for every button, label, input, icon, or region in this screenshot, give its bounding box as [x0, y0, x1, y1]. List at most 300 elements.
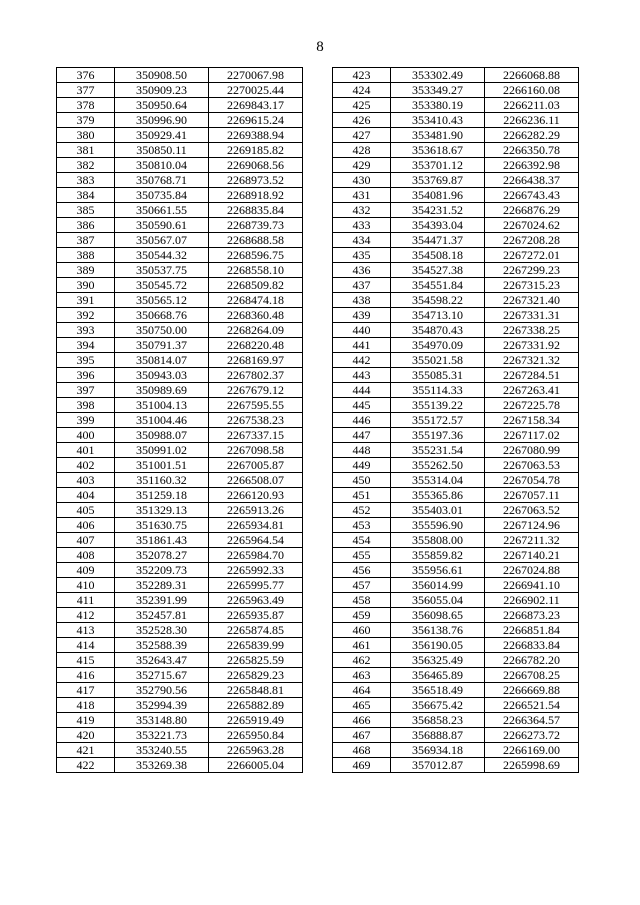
table-row: [333, 563, 579, 578]
point-number-cell: 405: [57, 503, 115, 518]
y-coordinate-cell: 2267338.25: [485, 323, 579, 338]
table-row: [57, 713, 303, 728]
table-row: [57, 758, 303, 773]
point-number-cell: 388: [57, 248, 115, 263]
point-number-cell: 444: [333, 383, 391, 398]
y-coordinate-cell: 2267158.34: [485, 413, 579, 428]
x-coordinate-cell: 352391.99: [115, 593, 209, 608]
point-number-cell: 456: [333, 563, 391, 578]
x-coordinate-cell: 355403.01: [391, 503, 485, 518]
y-coordinate-cell: 2265963.49: [209, 593, 303, 608]
table-row: [57, 383, 303, 398]
table-row: [57, 413, 303, 428]
table-body-left: [57, 68, 303, 773]
table-row: [333, 623, 579, 638]
y-coordinate-cell: 2267063.52: [485, 503, 579, 518]
point-number-cell: 445: [333, 398, 391, 413]
coordinates-table-right: [332, 67, 579, 773]
table-row: [57, 563, 303, 578]
point-number-cell: 421: [57, 743, 115, 758]
point-number-cell: 390: [57, 278, 115, 293]
y-coordinate-cell: 2266005.04: [209, 758, 303, 773]
x-coordinate-cell: 355956.61: [391, 563, 485, 578]
table-row: [57, 398, 303, 413]
x-coordinate-cell: 350943.03: [115, 368, 209, 383]
x-coordinate-cell: 354870.43: [391, 323, 485, 338]
point-number-cell: 439: [333, 308, 391, 323]
y-coordinate-cell: 2268509.82: [209, 278, 303, 293]
table-row: [333, 638, 579, 653]
y-coordinate-cell: 2267057.11: [485, 488, 579, 503]
y-coordinate-cell: 2265935.87: [209, 608, 303, 623]
y-coordinate-cell: 2270067.98: [209, 68, 303, 83]
x-coordinate-cell: 350791.37: [115, 338, 209, 353]
y-coordinate-cell: 2269843.17: [209, 98, 303, 113]
point-number-cell: 412: [57, 608, 115, 623]
point-number-cell: 436: [333, 263, 391, 278]
y-coordinate-cell: 2268264.09: [209, 323, 303, 338]
x-coordinate-cell: 351630.75: [115, 518, 209, 533]
table-row: [333, 593, 579, 608]
x-coordinate-cell: 356014.99: [391, 578, 485, 593]
table-row: [57, 308, 303, 323]
point-number-cell: 413: [57, 623, 115, 638]
y-coordinate-cell: 2266743.43: [485, 188, 579, 203]
x-coordinate-cell: 351861.43: [115, 533, 209, 548]
y-coordinate-cell: 2265950.84: [209, 728, 303, 743]
x-coordinate-cell: 350850.11: [115, 143, 209, 158]
point-number-cell: 465: [333, 698, 391, 713]
point-number-cell: 387: [57, 233, 115, 248]
x-coordinate-cell: 356934.18: [391, 743, 485, 758]
y-coordinate-cell: 2265995.77: [209, 578, 303, 593]
point-number-cell: 414: [57, 638, 115, 653]
y-coordinate-cell: 2268973.52: [209, 173, 303, 188]
point-number-cell: 454: [333, 533, 391, 548]
y-coordinate-cell: 2266211.03: [485, 98, 579, 113]
y-coordinate-cell: 2266521.54: [485, 698, 579, 713]
table-row: [57, 173, 303, 188]
table-row: [333, 653, 579, 668]
x-coordinate-cell: 350991.02: [115, 443, 209, 458]
table-row: [333, 518, 579, 533]
x-coordinate-cell: 350537.75: [115, 263, 209, 278]
y-coordinate-cell: 2267337.15: [209, 428, 303, 443]
x-coordinate-cell: 355262.50: [391, 458, 485, 473]
y-coordinate-cell: 2267315.23: [485, 278, 579, 293]
table-row: [333, 278, 579, 293]
y-coordinate-cell: 2266120.93: [209, 488, 303, 503]
y-coordinate-cell: 2267331.31: [485, 308, 579, 323]
table-row: [57, 683, 303, 698]
x-coordinate-cell: 353240.55: [115, 743, 209, 758]
table-row: [57, 143, 303, 158]
point-number-cell: 408: [57, 548, 115, 563]
x-coordinate-cell: 355114.33: [391, 383, 485, 398]
y-coordinate-cell: 2265829.23: [209, 668, 303, 683]
x-coordinate-cell: 351329.13: [115, 503, 209, 518]
table-row: [333, 188, 579, 203]
x-coordinate-cell: 350768.71: [115, 173, 209, 188]
point-number-cell: 441: [333, 338, 391, 353]
point-number-cell: 386: [57, 218, 115, 233]
x-coordinate-cell: 356138.76: [391, 623, 485, 638]
point-number-cell: 391: [57, 293, 115, 308]
table-row: [333, 323, 579, 338]
point-number-cell: 435: [333, 248, 391, 263]
table-row: [333, 383, 579, 398]
y-coordinate-cell: 2265964.54: [209, 533, 303, 548]
point-number-cell: 415: [57, 653, 115, 668]
table-row: [57, 323, 303, 338]
table-row: [57, 638, 303, 653]
table-row: [57, 443, 303, 458]
y-coordinate-cell: 2267140.21: [485, 548, 579, 563]
point-number-cell: 431: [333, 188, 391, 203]
point-number-cell: 409: [57, 563, 115, 578]
table-row: [57, 608, 303, 623]
table-row: [57, 278, 303, 293]
x-coordinate-cell: 356325.49: [391, 653, 485, 668]
x-coordinate-cell: 357012.87: [391, 758, 485, 773]
table-row: [57, 533, 303, 548]
point-number-cell: 452: [333, 503, 391, 518]
y-coordinate-cell: 2267538.23: [209, 413, 303, 428]
point-number-cell: 383: [57, 173, 115, 188]
point-number-cell: 422: [57, 758, 115, 773]
x-coordinate-cell: 355808.00: [391, 533, 485, 548]
table-row: [333, 248, 579, 263]
point-number-cell: 420: [57, 728, 115, 743]
table-row: [333, 548, 579, 563]
point-number-cell: 446: [333, 413, 391, 428]
table-row: [333, 473, 579, 488]
point-number-cell: 380: [57, 128, 115, 143]
x-coordinate-cell: 356190.05: [391, 638, 485, 653]
point-number-cell: 381: [57, 143, 115, 158]
x-coordinate-cell: 350810.04: [115, 158, 209, 173]
x-coordinate-cell: 356465.89: [391, 668, 485, 683]
y-coordinate-cell: 2265992.33: [209, 563, 303, 578]
y-coordinate-cell: 2268169.97: [209, 353, 303, 368]
y-coordinate-cell: 2268596.75: [209, 248, 303, 263]
y-coordinate-cell: 2266160.08: [485, 83, 579, 98]
x-coordinate-cell: 350545.72: [115, 278, 209, 293]
table-row: [333, 173, 579, 188]
x-coordinate-cell: 354231.52: [391, 203, 485, 218]
table-row: [333, 428, 579, 443]
table-row: [57, 728, 303, 743]
y-coordinate-cell: 2266941.10: [485, 578, 579, 593]
x-coordinate-cell: 352715.67: [115, 668, 209, 683]
x-coordinate-cell: 353701.12: [391, 158, 485, 173]
y-coordinate-cell: 2267005.87: [209, 458, 303, 473]
y-coordinate-cell: 2265913.26: [209, 503, 303, 518]
table-row: [57, 218, 303, 233]
point-number-cell: 425: [333, 98, 391, 113]
x-coordinate-cell: 353380.19: [391, 98, 485, 113]
point-number-cell: 461: [333, 638, 391, 653]
x-coordinate-cell: 354081.96: [391, 188, 485, 203]
point-number-cell: 423: [333, 68, 391, 83]
point-number-cell: 379: [57, 113, 115, 128]
point-number-cell: 467: [333, 728, 391, 743]
x-coordinate-cell: 352457.81: [115, 608, 209, 623]
y-coordinate-cell: 2266708.25: [485, 668, 579, 683]
point-number-cell: 389: [57, 263, 115, 278]
y-coordinate-cell: 2268360.48: [209, 308, 303, 323]
x-coordinate-cell: 355596.90: [391, 518, 485, 533]
y-coordinate-cell: 2268688.58: [209, 233, 303, 248]
table-row: [333, 368, 579, 383]
x-coordinate-cell: 350590.61: [115, 218, 209, 233]
table-row: [333, 443, 579, 458]
x-coordinate-cell: 355231.54: [391, 443, 485, 458]
point-number-cell: 447: [333, 428, 391, 443]
x-coordinate-cell: 353349.27: [391, 83, 485, 98]
y-coordinate-cell: 2267321.32: [485, 353, 579, 368]
table-row: [333, 533, 579, 548]
point-number-cell: 419: [57, 713, 115, 728]
point-number-cell: 424: [333, 83, 391, 98]
point-number-cell: 376: [57, 68, 115, 83]
table-row: [57, 623, 303, 638]
table-row: [333, 743, 579, 758]
y-coordinate-cell: 2270025.44: [209, 83, 303, 98]
point-number-cell: 407: [57, 533, 115, 548]
y-coordinate-cell: 2266669.88: [485, 683, 579, 698]
x-coordinate-cell: 350668.76: [115, 308, 209, 323]
table-row: [57, 98, 303, 113]
table-row: [57, 83, 303, 98]
table-row: [57, 293, 303, 308]
x-coordinate-cell: 353302.49: [391, 68, 485, 83]
x-coordinate-cell: 353481.90: [391, 128, 485, 143]
y-coordinate-cell: 2265984.70: [209, 548, 303, 563]
x-coordinate-cell: 350750.00: [115, 323, 209, 338]
y-coordinate-cell: 2268739.73: [209, 218, 303, 233]
x-coordinate-cell: 353410.43: [391, 113, 485, 128]
y-coordinate-cell: 2267063.53: [485, 458, 579, 473]
y-coordinate-cell: 2265998.69: [485, 758, 579, 773]
x-coordinate-cell: 352528.30: [115, 623, 209, 638]
point-number-cell: 442: [333, 353, 391, 368]
point-number-cell: 393: [57, 323, 115, 338]
y-coordinate-cell: 2267299.23: [485, 263, 579, 278]
point-number-cell: 437: [333, 278, 391, 293]
x-coordinate-cell: 350565.12: [115, 293, 209, 308]
point-number-cell: 430: [333, 173, 391, 188]
x-coordinate-cell: 350996.90: [115, 113, 209, 128]
point-number-cell: 455: [333, 548, 391, 563]
y-coordinate-cell: 2267331.92: [485, 338, 579, 353]
y-coordinate-cell: 2266508.07: [209, 473, 303, 488]
x-coordinate-cell: 356098.65: [391, 608, 485, 623]
point-number-cell: 464: [333, 683, 391, 698]
x-coordinate-cell: 356518.49: [391, 683, 485, 698]
point-number-cell: 433: [333, 218, 391, 233]
point-number-cell: 448: [333, 443, 391, 458]
x-coordinate-cell: 350661.55: [115, 203, 209, 218]
x-coordinate-cell: 354970.09: [391, 338, 485, 353]
point-number-cell: 396: [57, 368, 115, 383]
x-coordinate-cell: 354551.84: [391, 278, 485, 293]
point-number-cell: 453: [333, 518, 391, 533]
y-coordinate-cell: 2269068.56: [209, 158, 303, 173]
table-row: [333, 308, 579, 323]
table-row: [333, 608, 579, 623]
x-coordinate-cell: 355172.57: [391, 413, 485, 428]
x-coordinate-cell: 352643.47: [115, 653, 209, 668]
table-row: [57, 263, 303, 278]
table-row: [57, 188, 303, 203]
table-row: [57, 488, 303, 503]
x-coordinate-cell: 350950.64: [115, 98, 209, 113]
table-row: [333, 218, 579, 233]
table-row: [333, 293, 579, 308]
point-number-cell: 428: [333, 143, 391, 158]
table-row: [333, 233, 579, 248]
x-coordinate-cell: 356888.87: [391, 728, 485, 743]
y-coordinate-cell: 2268220.48: [209, 338, 303, 353]
y-coordinate-cell: 2265919.49: [209, 713, 303, 728]
point-number-cell: 395: [57, 353, 115, 368]
y-coordinate-cell: 2267321.40: [485, 293, 579, 308]
table-row: [57, 698, 303, 713]
table-row: [57, 593, 303, 608]
point-number-cell: 403: [57, 473, 115, 488]
x-coordinate-cell: 355314.04: [391, 473, 485, 488]
point-number-cell: 399: [57, 413, 115, 428]
point-number-cell: 404: [57, 488, 115, 503]
point-number-cell: 406: [57, 518, 115, 533]
x-coordinate-cell: 354393.04: [391, 218, 485, 233]
table-row: [333, 578, 579, 593]
table-row: [57, 113, 303, 128]
table-row: [333, 128, 579, 143]
y-coordinate-cell: 2267211.32: [485, 533, 579, 548]
x-coordinate-cell: 350909.23: [115, 83, 209, 98]
y-coordinate-cell: 2267272.01: [485, 248, 579, 263]
y-coordinate-cell: 2267024.88: [485, 563, 579, 578]
x-coordinate-cell: 352289.31: [115, 578, 209, 593]
y-coordinate-cell: 2267225.78: [485, 398, 579, 413]
table-row: [57, 503, 303, 518]
x-coordinate-cell: 350988.07: [115, 428, 209, 443]
table-row: [333, 683, 579, 698]
point-number-cell: 394: [57, 338, 115, 353]
point-number-cell: 392: [57, 308, 115, 323]
point-number-cell: 466: [333, 713, 391, 728]
y-coordinate-cell: 2265963.28: [209, 743, 303, 758]
table-row: [333, 338, 579, 353]
x-coordinate-cell: 351004.13: [115, 398, 209, 413]
point-number-cell: 432: [333, 203, 391, 218]
point-number-cell: 398: [57, 398, 115, 413]
coordinates-table-left: [56, 67, 303, 773]
x-coordinate-cell: 352994.39: [115, 698, 209, 713]
point-number-cell: 411: [57, 593, 115, 608]
x-coordinate-cell: 354471.37: [391, 233, 485, 248]
page-number: 8: [316, 39, 324, 55]
point-number-cell: 410: [57, 578, 115, 593]
table-row: [333, 113, 579, 128]
y-coordinate-cell: 2267208.28: [485, 233, 579, 248]
table-row: [333, 158, 579, 173]
point-number-cell: 426: [333, 113, 391, 128]
table-row: [57, 653, 303, 668]
table-row: [333, 98, 579, 113]
table-row: [57, 353, 303, 368]
table-row: [57, 428, 303, 443]
table-row: [57, 338, 303, 353]
point-number-cell: 382: [57, 158, 115, 173]
x-coordinate-cell: 354527.38: [391, 263, 485, 278]
x-coordinate-cell: 356675.42: [391, 698, 485, 713]
y-coordinate-cell: 2267117.02: [485, 428, 579, 443]
table-row: [57, 668, 303, 683]
y-coordinate-cell: 2266782.20: [485, 653, 579, 668]
y-coordinate-cell: 2266236.11: [485, 113, 579, 128]
point-number-cell: 463: [333, 668, 391, 683]
x-coordinate-cell: 353148.80: [115, 713, 209, 728]
point-number-cell: 469: [333, 758, 391, 773]
x-coordinate-cell: 355197.36: [391, 428, 485, 443]
point-number-cell: 450: [333, 473, 391, 488]
table-row: [57, 128, 303, 143]
y-coordinate-cell: 2269185.82: [209, 143, 303, 158]
table-row: [333, 503, 579, 518]
table-row: [57, 248, 303, 263]
x-coordinate-cell: 354598.22: [391, 293, 485, 308]
table-row: [333, 728, 579, 743]
x-coordinate-cell: 350735.84: [115, 188, 209, 203]
point-number-cell: 377: [57, 83, 115, 98]
table-row: [57, 368, 303, 383]
table-row: [57, 203, 303, 218]
table-row: [57, 233, 303, 248]
y-coordinate-cell: 2268558.10: [209, 263, 303, 278]
y-coordinate-cell: 2265839.99: [209, 638, 303, 653]
table-row: [57, 473, 303, 488]
x-coordinate-cell: 356055.04: [391, 593, 485, 608]
y-coordinate-cell: 2266273.72: [485, 728, 579, 743]
point-number-cell: 427: [333, 128, 391, 143]
x-coordinate-cell: 353618.67: [391, 143, 485, 158]
y-coordinate-cell: 2266833.84: [485, 638, 579, 653]
y-coordinate-cell: 2266350.78: [485, 143, 579, 158]
table-row: [333, 143, 579, 158]
x-coordinate-cell: 350567.07: [115, 233, 209, 248]
y-coordinate-cell: 2268474.18: [209, 293, 303, 308]
table-row: [333, 68, 579, 83]
x-coordinate-cell: 353269.38: [115, 758, 209, 773]
x-coordinate-cell: 353221.73: [115, 728, 209, 743]
point-number-cell: 429: [333, 158, 391, 173]
x-coordinate-cell: 350544.32: [115, 248, 209, 263]
x-coordinate-cell: 355859.82: [391, 548, 485, 563]
y-coordinate-cell: 2265848.81: [209, 683, 303, 698]
point-number-cell: 417: [57, 683, 115, 698]
point-number-cell: 418: [57, 698, 115, 713]
table-row: [333, 263, 579, 278]
x-coordinate-cell: 355085.31: [391, 368, 485, 383]
y-coordinate-cell: 2267263.41: [485, 383, 579, 398]
point-number-cell: 468: [333, 743, 391, 758]
x-coordinate-cell: 353769.87: [391, 173, 485, 188]
x-coordinate-cell: 354713.10: [391, 308, 485, 323]
y-coordinate-cell: 2266068.88: [485, 68, 579, 83]
